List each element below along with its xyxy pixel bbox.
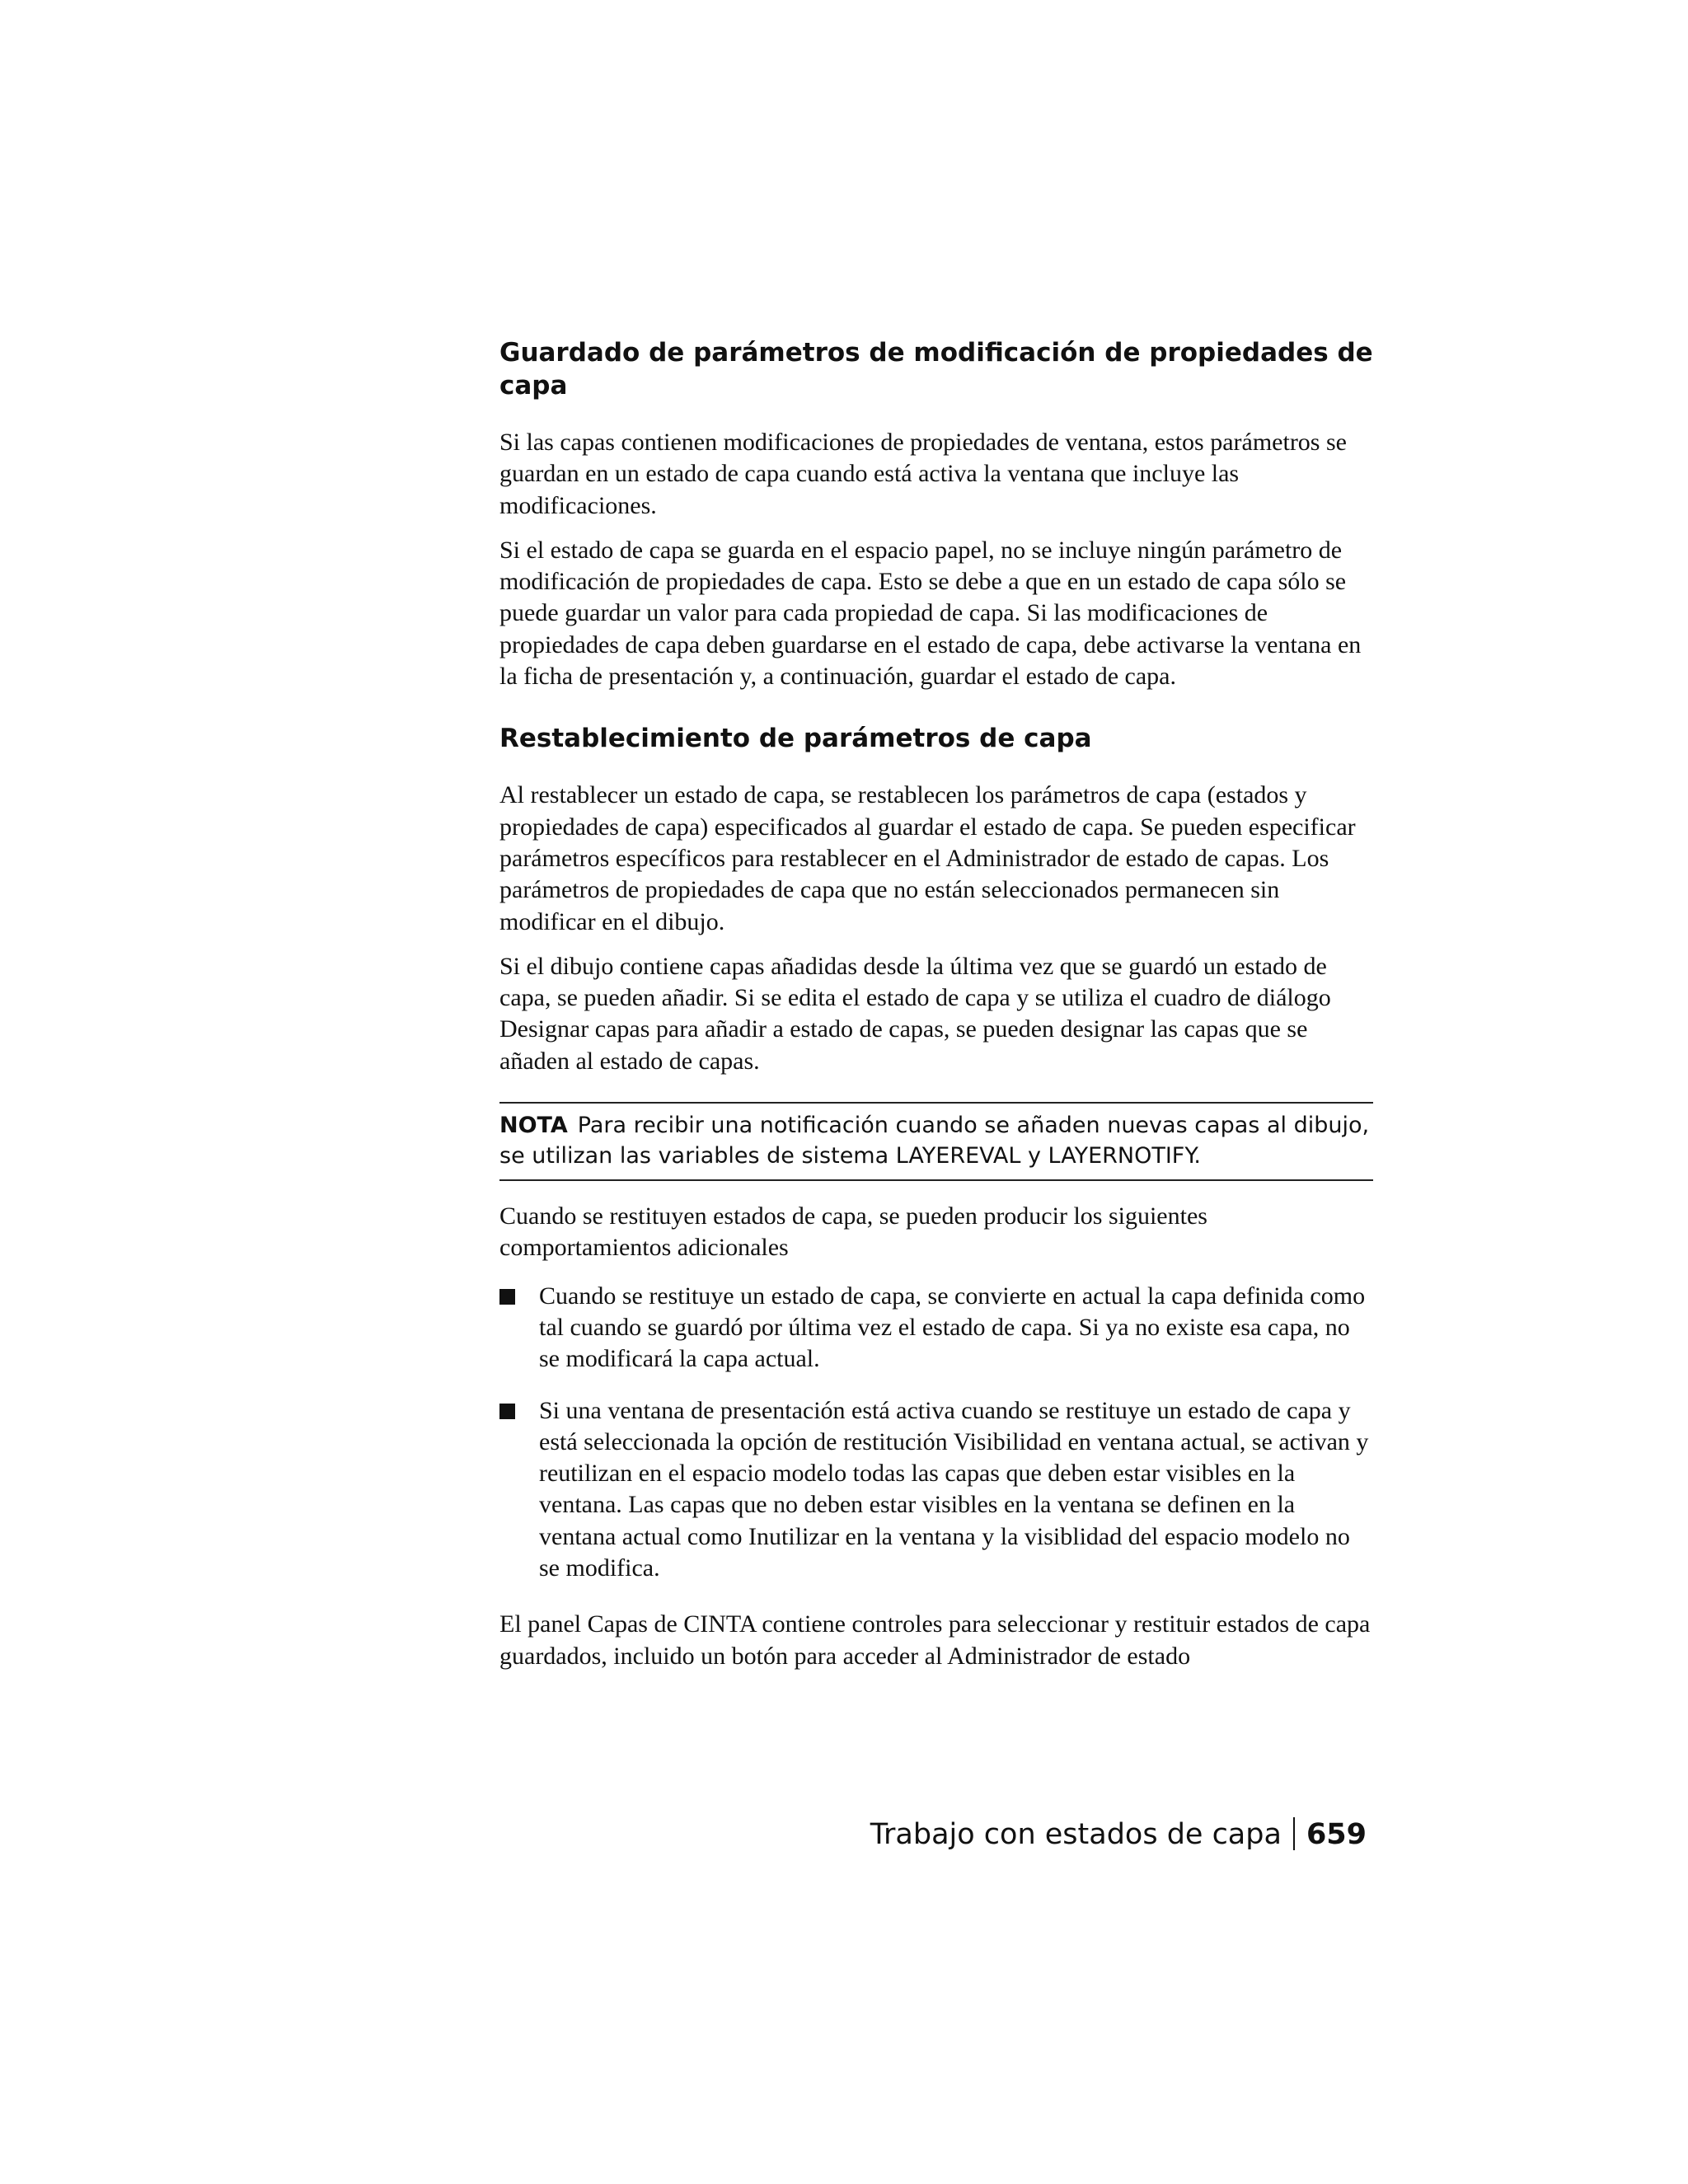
note-label: NOTA	[499, 1113, 568, 1139]
paragraph: Si el estado de capa se guarda en el espacio papel, no se incluye ningún parámetro de modificación de propiedades de capa. Esto se debe a que en un estado de capa sólo se puede guardar un valor para cada propiedad de capa. Si las modificaciones de propiedades de capa deben guardarse en el estado de capa, debe activarse la ventana en la ficha de presentación y, a continuación, guardar el estado de capa.	[499, 536, 1362, 691]
note-box	[499, 1102, 1373, 1181]
page-content	[499, 336, 1373, 1685]
page-number: 659	[1306, 1818, 1367, 1851]
running-footer-title: Trabajo con estados de capa	[870, 1818, 1282, 1851]
list-item	[499, 1281, 1373, 1376]
list-item	[499, 1395, 1373, 1585]
paragraph: Cuando se restituyen estados de capa, se pueden producir los siguientes comportamientos adicionales	[499, 1202, 1207, 1262]
list-item-text: Si una ventana de presentación está activa cuando se restituye un estado de capa y está seleccionada la opción de restitución Visibilidad en ventana actual, se activan y reutilizan en el espacio modelo todas las capas que deben estar visibles en la ventana. Las capas que no deben estar visibles en la ventana se definen en la ventana actual como Inutilizar en la ventana y la visiblidad del espacio modelo no se modifica.	[539, 1396, 1369, 1582]
square-bullet-icon	[499, 1289, 515, 1305]
square-bullet-icon	[499, 1404, 515, 1419]
paragraph: El panel Capas de CINTA contiene controles para seleccionar y restituir estados de capa guardados, incluido un botón para acceder al Administrador de estado	[499, 1610, 1371, 1670]
page-footer	[870, 1816, 1367, 1853]
paragraph: Al restablecer un estado de capa, se restablecen los parámetros de capa (estados y propiedades de capa) especificados al guardar el estado de capa. Se pueden especificar parámetros específicos para restablecer en el Administrador de estado de capas. Los parámetros de propiedades de capa que no están seleccionados permanecen sin modificar en el dibujo.	[499, 781, 1356, 935]
footer-divider	[1293, 1817, 1295, 1850]
section-heading-saving-overrides: Guardado de parámetros de modificación de propiedades de capa	[499, 338, 1373, 401]
note-text: Para recibir una notificación cuando se añaden nuevas capas al dibujo, se utilizan las variables de sistema LAYEREVAL y LAYERNOTIFY.	[499, 1113, 1370, 1169]
paragraph: Si las capas contienen modificaciones de propiedades de ventana, estos parámetros se guardan en un estado de capa cuando está activa la ventana que incluye las modificaciones.	[499, 429, 1347, 519]
paragraph: Si el dibujo contiene capas añadidas desde la última vez que se guardó un estado de capa, se pueden añadir. Si se edita el estado de capa y se utiliza el cuadro de diálogo Designar capas para añadir a estado de capas, se pueden designar las capas que se añaden al estado de capas.	[499, 952, 1331, 1075]
section-heading-restoring-settings: Restablecimiento de parámetros de capa	[499, 724, 1092, 754]
list-item-text: Cuando se restituye un estado de capa, se convierte en actual la capa definida como tal cuando se guardó por última vez el estado de capa. Si ya no existe esa capa, no se modificará la capa actual.	[539, 1282, 1366, 1373]
bullet-list	[499, 1281, 1373, 1585]
